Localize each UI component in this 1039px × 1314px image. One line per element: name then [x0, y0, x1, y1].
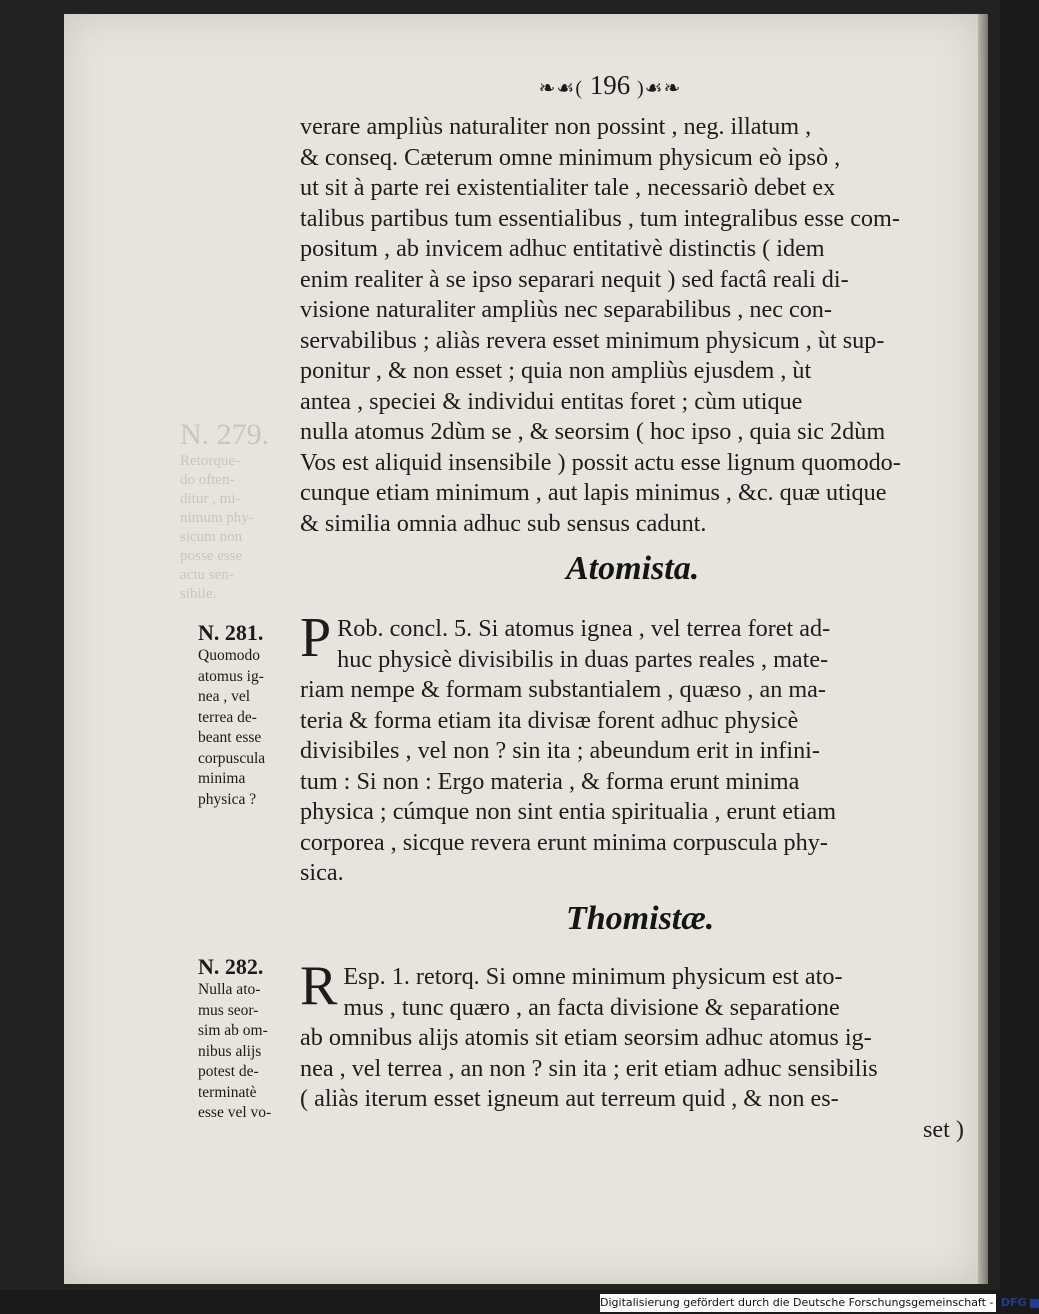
- text-line: antea , speciei & individui entitas foret ; cùm utique: [300, 387, 803, 415]
- text-line: servabilibus ; aliàs revera esset minimum physicum , ùt sup-: [300, 326, 885, 354]
- page-number: 196: [589, 70, 631, 100]
- margin-line: physica ?: [198, 790, 257, 808]
- dfg-logo: DFG: [1000, 1296, 1027, 1309]
- text-line: divisibiles , vel non ? sin ita ; abeundum erit in infini-: [300, 737, 820, 764]
- ghost-margin-line: posse esse: [180, 548, 243, 564]
- margin-line: mus seor-: [198, 1001, 259, 1019]
- text-line: nea , vel terrea , an non ? sin ita ; erit etiam adhuc sensibilis: [300, 1054, 878, 1082]
- text-line: teria & forma etiam ita divisæ forent adhuc physicè: [300, 706, 799, 734]
- text-line: ut sit à parte rei existentialiter tale , necessariò debet ex: [300, 174, 836, 201]
- ghost-margin-line: nimum phy-: [180, 510, 254, 526]
- text-line: enim realiter à se ipso separari nequit ) sed factâ reali di-: [300, 265, 849, 293]
- drop-cap: R: [300, 955, 338, 1017]
- text-line: set ): [923, 1115, 964, 1143]
- text-line: corporea , sicque revera erunt minima corpuscula phy-: [300, 828, 828, 856]
- margin-line: corpuscula: [198, 749, 266, 767]
- margin-line: esse vel vo-: [198, 1104, 272, 1121]
- text-line: huc physicè divisibilis in duas partes reales , mate-: [337, 645, 829, 673]
- text-line: mus , tunc quæro , an facta divisione & separatione: [343, 993, 840, 1021]
- text-line: nulla atomus 2dùm se , & seorsim ( hoc ipso , quia sic 2dùm: [300, 418, 886, 445]
- ghost-margin-line: do often-: [180, 472, 235, 488]
- margin-line: minima: [198, 770, 246, 787]
- text-line: visione naturaliter ampliùs nec separabilibus , nec con-: [300, 296, 832, 323]
- ghost-margin-line: actu sen-: [180, 567, 234, 583]
- margin-note-281: [198, 620, 294, 810]
- text-line: ( aliàs iterum esset igneum aut terreum quid , & non es-: [300, 1085, 839, 1112]
- paragraph-1: [300, 112, 964, 539]
- ghost-margin-number: N. 279.: [180, 418, 270, 451]
- text-line: positum , ab invicem adhuc entitativè distinctis ( idem: [300, 235, 825, 262]
- margin-line: terminatè: [198, 1083, 257, 1101]
- text-line: physica ; cúmque non sint entia spiritualia , erunt etiam: [300, 798, 837, 825]
- margin-line: sim ab om-: [198, 1022, 268, 1039]
- margin-line: beant esse: [198, 729, 262, 746]
- section-heading-thomistae: Thomistæ.: [566, 900, 715, 937]
- ghost-margin-line: Retorque-: [180, 453, 240, 469]
- left-ornament-icon: ❧☙(: [538, 77, 583, 100]
- text-line: ab omnibus alijs atomis sit etiam seorsim adhuc atomus ig-: [300, 1024, 872, 1051]
- page-edge: [978, 14, 988, 1284]
- margin-line: atomus ig-: [198, 667, 264, 685]
- text-line: riam nempe & formam substantialem , quæso , an ma-: [300, 676, 826, 703]
- margin-line: potest de-: [198, 1063, 259, 1080]
- section-heading-atomista: Atomista.: [566, 550, 700, 587]
- text-line: Vos est aliquid insensibile ) possit actu esse lignum quomodo-: [300, 448, 901, 476]
- ghost-margin-line: sibile.: [180, 586, 217, 602]
- right-ornament-icon: )☙❧: [637, 77, 682, 100]
- text-line: & conseq. Cæterum omne minimum physicum eò ipsò ,: [300, 143, 841, 171]
- bleed-through-margin-note: [180, 418, 280, 604]
- text-line: cunque etiam minimum , aut lapis minimus , &c. quæ utique: [300, 479, 887, 506]
- page-header: [500, 70, 720, 100]
- footer-text: Digitalisierung gefördert durch die Deutsche Forschungsgemeinschaft -: [600, 1296, 994, 1309]
- digitization-footer: [600, 1294, 1027, 1312]
- margin-note-282: [198, 954, 294, 1124]
- text-line: sica.: [300, 859, 344, 886]
- text-line: tum : Si non : Ergo materia , & forma erunt minima: [300, 767, 800, 795]
- drop-cap: P: [300, 607, 332, 669]
- margin-number: N. 281.: [198, 620, 264, 645]
- paragraph-2: [300, 607, 964, 889]
- margin-line: terrea de-: [198, 708, 257, 726]
- text-line: Rob. concl. 5. Si atomus ignea , vel terrea foret ad-: [337, 615, 831, 642]
- text-line: ponitur , & non esset ; quia non ampliùs ejusdem , ùt: [300, 357, 812, 384]
- text-line: talibus partibus tum essentialibus , tum integralibus esse com-: [300, 204, 900, 232]
- text-line: & similia omnia adhuc sub sensus cadunt.: [300, 509, 707, 537]
- margin-line: nibus alijs: [198, 1042, 262, 1060]
- margin-line: Quomodo: [198, 647, 260, 664]
- dfg-logo-icon: [1030, 1299, 1039, 1308]
- ghost-margin-line: sicum non: [180, 529, 243, 545]
- paragraph-3: [300, 955, 964, 1145]
- text-line: Esp. 1. retorq. Si omne minimum physicum est ato-: [343, 963, 843, 990]
- margin-number: N. 282.: [198, 954, 264, 979]
- ghost-margin-line: ditur , mi-: [180, 491, 241, 507]
- margin-line: Nulla ato-: [198, 981, 261, 998]
- margin-line: nea , vel: [198, 688, 251, 705]
- text-line: verare ampliùs naturaliter non possint , neg. illatum ,: [300, 113, 812, 140]
